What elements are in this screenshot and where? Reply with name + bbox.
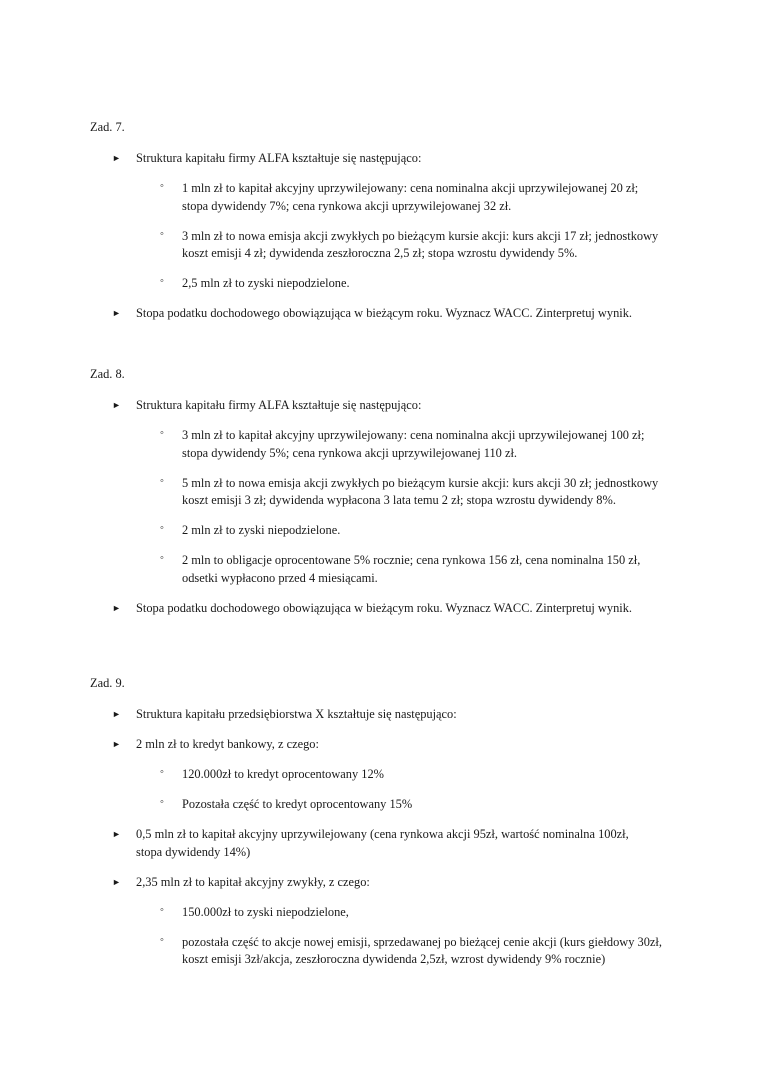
task-7-tax (90, 305, 656, 323)
task-9-credit-text: 2 mln zł to kredyt bankowy, z czego: (136, 737, 319, 751)
task-9-header: Zad. 9. (90, 676, 125, 690)
task-9-common (90, 874, 656, 892)
bullet-circle-icon: ◦ (160, 796, 164, 808)
task-8 (90, 366, 662, 617)
task-7-item-3-text: 2,5 mln zł to zyski niepodzielone. (182, 276, 350, 290)
task-8-item-2-text: 5 mln zł to nowa emisja akcji zwykłych po bieżącym kursie akcji: kurs akcji 30 zł; jednostkowy koszt emisji 3 zł; dywidenda wypłacona 3 lata temu 2 zł; stopa wzrostu dywidendy 8%. (182, 475, 659, 507)
task-9-preferred (90, 826, 656, 861)
bullet-triangle-icon: ► (112, 602, 121, 613)
bullet-triangle-icon: ► (112, 709, 121, 719)
task-7-intro-text: Struktura kapitału firmy ALFA kształtuje się następująco: (136, 151, 422, 165)
bullet-triangle-icon: ► (112, 739, 121, 749)
task-8-intro-text: Struktura kapitału firmy ALFA kształtuje się następująco: (136, 398, 422, 412)
task-7-item-1 (90, 180, 662, 215)
bullet-circle-icon: ◦ (160, 903, 164, 916)
task-7-item-3 (90, 275, 662, 293)
task-7 (90, 119, 662, 323)
task-9-preferred-text: 0,5 mln zł to kapitał akcyjny uprzywilejowany (cena rynkowa akcji 95zł, wartość nominalna 100zł, stopa dywidendy 14%) (136, 827, 629, 859)
task-8-item-1 (90, 427, 662, 462)
bullet-circle-icon: ◦ (160, 227, 164, 240)
bullet-circle-icon: ◦ (160, 552, 164, 564)
task-8-item-2 (90, 475, 662, 510)
task-7-item-2-text: 3 mln zł to nowa emisja akcji zwykłych po bieżącym kursie akcji: kurs akcji 17 zł; jednostkowy koszt emisji 4 zł; dywidenda zeszłoroczna 2,5 zł; stopa wzrostu dywidendy 5%. (182, 228, 659, 260)
bullet-circle-icon: ◦ (160, 522, 164, 534)
task-9-intro-text: Struktura kapitału przedsiębiorstwa X kształtuje się następująco: (136, 707, 457, 721)
task-7-tax-text: Stopa podatku dochodowego obowiązująca w bieżącym roku. Wyznacz WACC. Zinterpretuj wynik. (136, 306, 633, 320)
task-8-tax-text: Stopa podatku dochodowego obowiązująca w bieżącym roku. Wyznacz WACC. Zinterpretuj wynik. (136, 600, 633, 615)
task-9-common-text: 2,35 mln zł to kapitał akcyjny zwykły, z czego: (136, 874, 370, 889)
bullet-circle-icon: ◦ (160, 275, 164, 287)
task-9-common-item-2-text: pozostała część to akcje nowej emisji, sprzedawanej po bieżącej cenie akcji (kurs giełdowy 30zł, koszt emisji 3zł/akcja, zeszłoroczna dywidenda 2,5zł, wzrost dywidendy 9% rocznie) (182, 934, 662, 966)
task-7-header: Zad. 7. (90, 120, 125, 134)
task-8-intro (90, 397, 656, 415)
bullet-circle-icon: ◦ (160, 180, 164, 192)
task-8-tax (90, 600, 656, 618)
task-9-credit-item-1-text: 120.000zł to kredyt oprocentowany 12% (182, 767, 384, 781)
task-9-credit (90, 736, 656, 754)
task-9-common-item-1-text: 150.000zł to zyski niepodzielone, (182, 904, 349, 919)
task-9-intro (90, 706, 656, 724)
bullet-circle-icon: ◦ (160, 474, 164, 487)
task-8-item-3-text: 2 mln zł to zyski niepodzielone. (182, 523, 341, 537)
task-8-item-4-text: 2 mln to obligacje oprocentowane 5% rocznie; cena rynkowa 156 zł, cena nominalna 150 zł, odsetki wypłacono przed 4 miesiącami. (182, 553, 641, 585)
task-8-item-4 (90, 552, 662, 587)
task-7-item-2 (90, 228, 662, 263)
bullet-triangle-icon: ► (112, 153, 121, 163)
bullet-triangle-icon: ► (112, 829, 121, 839)
task-9 (90, 675, 662, 969)
bullet-triangle-icon: ► (112, 308, 121, 318)
task-9-common-item-1 (90, 904, 662, 922)
bullet-circle-icon: ◦ (160, 933, 164, 946)
bullet-circle-icon: ◦ (160, 766, 164, 778)
task-8-item-3 (90, 522, 662, 540)
task-9-credit-item-2 (90, 796, 662, 814)
task-9-credit-item-1 (90, 766, 662, 784)
task-8-header: Zad. 8. (90, 367, 125, 381)
bullet-triangle-icon: ► (112, 876, 121, 887)
bullet-triangle-icon: ► (112, 400, 121, 410)
task-8-item-1-text: 3 mln zł to kapitał akcyjny uprzywilejowany: cena nominalna akcji uprzywilejowanej 100 zł; stopa dywidendy 5%; cena rynkowa akcji uprzywilejowanej 110 zł. (182, 428, 645, 460)
task-7-item-1-text: 1 mln zł to kapitał akcyjny uprzywilejowany: cena nominalna akcji uprzywilejowanej 20 zł; stopa dywidendy 7%; cena rynkowa akcji uprzywilejowanej 32 zł. (182, 181, 639, 213)
bullet-circle-icon: ◦ (160, 427, 164, 439)
task-9-common-item-2 (90, 934, 662, 969)
task-7-intro (90, 150, 656, 168)
task-9-credit-item-2-text: Pozostała część to kredyt oprocentowany 15% (182, 797, 413, 811)
